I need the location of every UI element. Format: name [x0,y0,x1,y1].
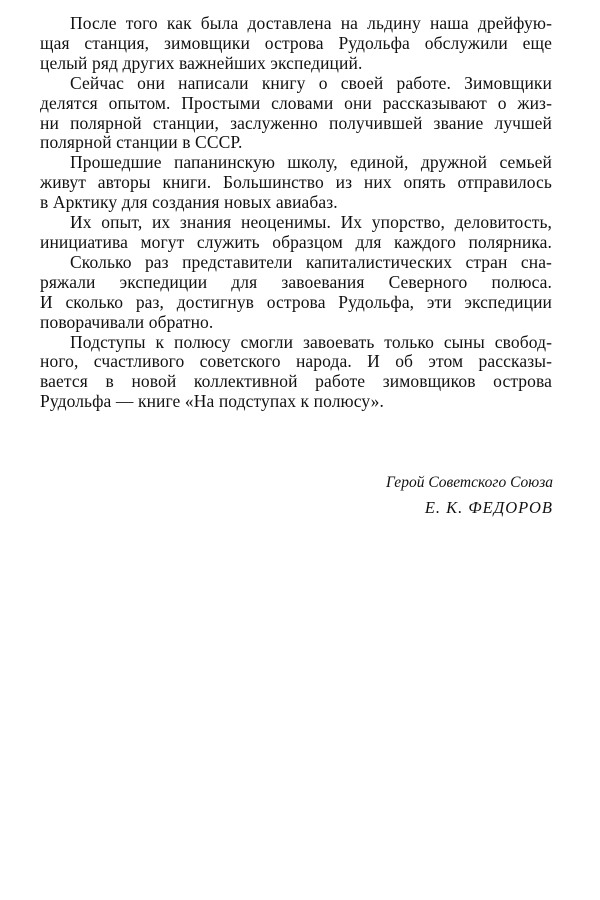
text-line: Подступы к полюсу смогли завоевать только сыны свобод- [70,331,552,352]
text-line: ряжали экспедиции для завоевания Северного полюса. [40,271,552,292]
paragraph [40,153,552,213]
paragraph [40,74,552,154]
text-line: ного, счастливого советского народа. И об этом рассказы- [40,351,552,372]
text-line: И сколько раз, достигнув острова Рудольфа, эти экспедиции [40,291,552,312]
text-line: инициатива могут служить образцом для каждого полярника. [40,231,552,252]
text-line: делятся опытом. Простыми словами они рассказывают о жиз- [40,92,552,113]
text-line: Сколько раз представители капиталистических стран сна- [70,251,552,272]
text-line: Сейчас они написали книгу о своей работе. Зимовщики [70,72,552,93]
text-line: полярной станции в СССР. [40,132,243,153]
text-line: щая станция, зимовщики острова Рудольфа обслужили еще [40,32,552,53]
text-line: в Арктику для создания новых авиабаз. [40,192,338,213]
signature-title: Герой Советского Союза [385,474,553,491]
paragraph [40,333,552,413]
signature-name: Е. К. ФЕДОРОВ [424,498,553,517]
text-line: целый ряд других важнейших экспедиций. [40,52,363,73]
preface-text [40,14,552,412]
paragraph [40,253,552,333]
text-line: Рудольфа — книге «На подступах к полюсу». [40,391,384,412]
signature-block [386,471,553,520]
paragraph [40,14,552,74]
paragraph [40,213,552,253]
text-line: После того как была доставлена на льдину наша дрейфую- [70,13,552,33]
text-line: Их опыт, их знания неоценимы. Их упорство, деловитость, [70,212,552,233]
text-line: живут авторы книги. Большинство из них опять отправилось [40,172,552,193]
text-line: поворачивали обратно. [40,311,214,332]
text-line: Прошедшие папанинскую школу, единой, дружной семьей [70,152,552,173]
text-line: вается в новой коллективной работе зимовщиков острова [40,371,552,392]
text-line: ни полярной станции, заслуженно получившей звание лучшей [40,112,552,133]
